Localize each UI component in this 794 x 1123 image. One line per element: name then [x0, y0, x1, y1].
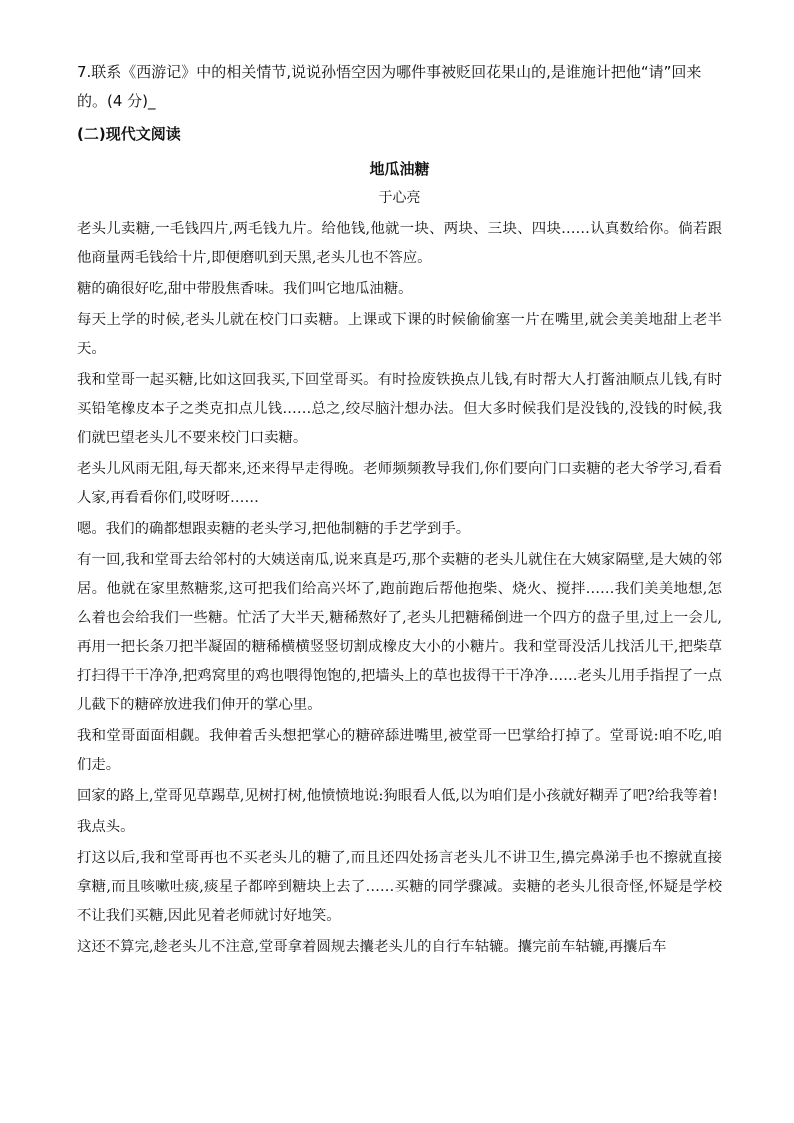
- paragraph: 老头儿风雨无阻,每天都来,还来得早走得晚。老师频频教导我们,你们要向门口卖糖的老大爷学习,看看人家,再看看你们,哎呀呀……: [77, 461, 722, 506]
- paragraph: 这还不算完,趁老头儿不注意,堂哥拿着圆规去攮老头儿的自行车轱辘。攮完前车轱辘,再攮后车: [77, 939, 667, 955]
- section-heading: (二)现代文阅读: [77, 125, 181, 143]
- paragraph: 糖的确很好吃,甜中带股焦香味。我们叫它地瓜油糖。: [77, 281, 413, 297]
- paragraph: 我和堂哥一起买糖,比如这回我买,下回堂哥买。有时捡废铁换点儿钱,有时帮大人打酱油顺点儿钱,有时买铅笔橡皮本子之类克扣点儿钱……总之,绞尽脑汁想办法。但大多时候我们是没钱的,没钱的时候,我们就巴望老头儿不要来校门口卖糖。: [77, 372, 722, 446]
- paragraph: 我和堂哥面面相觑。我伸着舌头想把掌心的糖碎舔进嘴里,被堂哥一巴掌给打掉了。堂哥说:咱不吃,咱们走。: [77, 728, 722, 773]
- document-page: [77, 58, 722, 964]
- article: [77, 155, 722, 962]
- paragraph: 打这以后,我和堂哥再也不买老头儿的糖了,而且还四处扬言老头儿不讲卫生,擤完鼻涕手也不擦就直接拿糖,而且咳嗽吐痰,痰星子都啐到糖块上去了……买糖的同学骤减。卖糖的老头儿很奇怪,怀疑是学校不让我们买糖,因此见着老师就讨好地笑。: [77, 850, 722, 924]
- paragraph: 我点头。: [77, 819, 135, 835]
- paragraph: 老头儿卖糖,一毛钱四片,两毛钱九片。给他钱,他就一块、两块、三块、四块……认真数给你。倘若跟他商量两毛钱给十片,即便磨叽到天黑,老头儿也不答应。: [77, 221, 722, 266]
- question-7: 7.联系《西游记》中的相关情节,说说孙悟空因为哪件事被贬回花果山的,是谁施计把他“请”回来的。(4 分)_: [77, 63, 702, 110]
- paragraph: 有一回,我和堂哥去给邻村的大姨送南瓜,说来真是巧,那个卖糖的老头儿就住在大姨家隔壁,是大姨的邻居。他就在家里熬糖浆,这可把我们给高兴坏了,跑前跑后帮他抱柴、烧火、搅拌……我们美美地想,怎么着也会给我们一些糖。忙活了大半天,糖稀熬好了,老头儿把糖稀倒进一个四方的盘子里,过上一会儿,再用一把长条刀把半凝固的糖稀横横竖竖切割成橡皮大小的小糖片。我和堂哥没活儿找活儿干,把柴草打扫得干干净净,把鸡窝里的鸡也喂得饱饱的,把墙头上的草也拔得干干净净……老头儿用手指捏了一点儿截下的糖碎放进我们伸开的掌心里。: [77, 552, 722, 713]
- article-author: 于心亮: [378, 190, 421, 206]
- article-title: 地瓜油糖: [369, 160, 430, 178]
- paragraph: 嗯。我们的确都想跟卖糖的老头学习,把他制糖的手艺学到手。: [77, 521, 471, 537]
- paragraph: 每天上学的时候,老头儿就在校门口卖糖。上课或下课的时候偷偷塞一片在嘴里,就会美美地甜上老半天。: [77, 312, 722, 357]
- paragraph: 回家的路上,堂哥见草踢草,见树打树,他愤愤地说:狗眼看人低,以为咱们是小孩就好糊弄了吧?给我等着!: [77, 788, 719, 804]
